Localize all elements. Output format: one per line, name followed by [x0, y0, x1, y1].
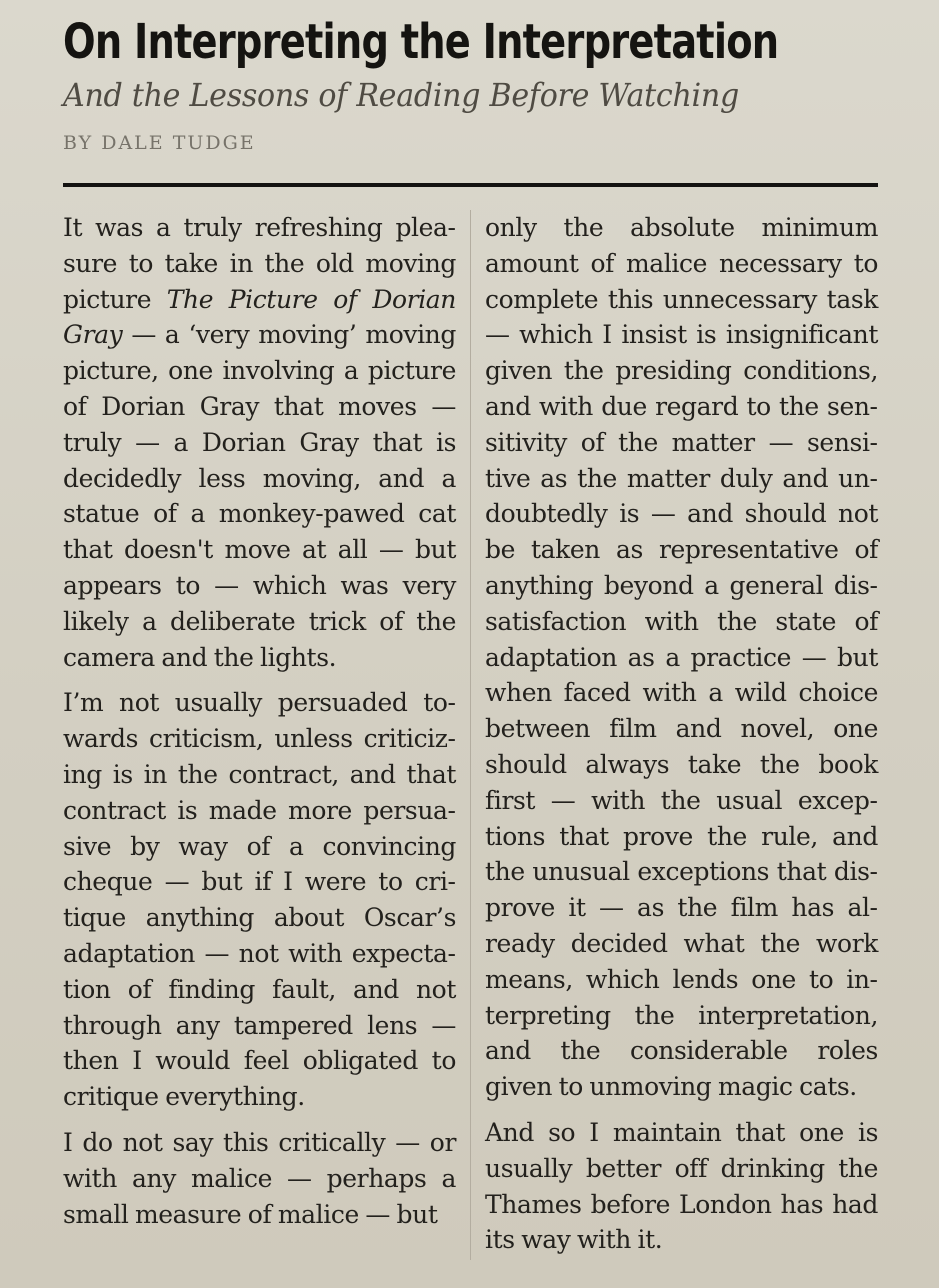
paragraph-2: I’m not usually persuaded towards criticism, unless criticizing is in the contract, and that contract is made more persuasive by way of a convincing cheque — but if I were to critique anything about Oscar’s adaptation — not with expectation of finding fault, and not through any tampered lens — then I would feel obligated to critique everything. [63, 688, 456, 1112]
paragraph-1 [63, 210, 456, 675]
article-subtitle: And the Lessons of Reading Before Watching [63, 76, 739, 114]
paragraph-1-start: It was a truly refreshing pleasure to take in the old moving picture [63, 213, 456, 314]
article-title: On Interpreting the Interpretation [63, 14, 779, 70]
column-right [485, 210, 878, 1268]
paragraph-1-end: — a ‘very moving’ moving picture, one involving a picture of Dorian Gray that moves — truly — a Dorian Gray that is decidedly less moving, and a statue of a monkey-pawed cat that doesn't move at all — but appears to — which was very likely a deliberate trick of the camera and the lights. [63, 320, 456, 672]
paragraph-3-continued: only the absolute minimum amount of malice necessary to complete this unnecessary task — which I insist is insignificant given the presiding conditions, and with due regard to the sensitivity of the matter — sensitive as the matter duly and undoubtedly is — and should not be taken as representative of anything beyond a general dissatisfaction with the state of adaptation as a practice — but when faced with a wild choice between film and novel, one should always take the book first — with the usual exceptions that prove the rule, and the unusual exceptions that disprove it — as the film has already decided what the work means, which lends one to interpreting the interpretation, and the considerable roles given to unmoving magic cats. [485, 213, 878, 1102]
column-left [63, 210, 456, 1242]
header-rule [63, 183, 878, 187]
column-divider [470, 210, 471, 1260]
paragraph-3: I do not say this critically — or with any malice — perhaps a small measure of malice — but [63, 1127, 456, 1229]
film-title: The Picture of Dorian Gray [63, 284, 457, 350]
byline: BY DALE TUDGE [63, 132, 256, 154]
article-body [63, 210, 878, 1262]
paragraph-4: And so I maintain that one is usually better off drinking the Thames before London has had its way with it. [485, 1117, 878, 1255]
article [63, 0, 878, 1262]
